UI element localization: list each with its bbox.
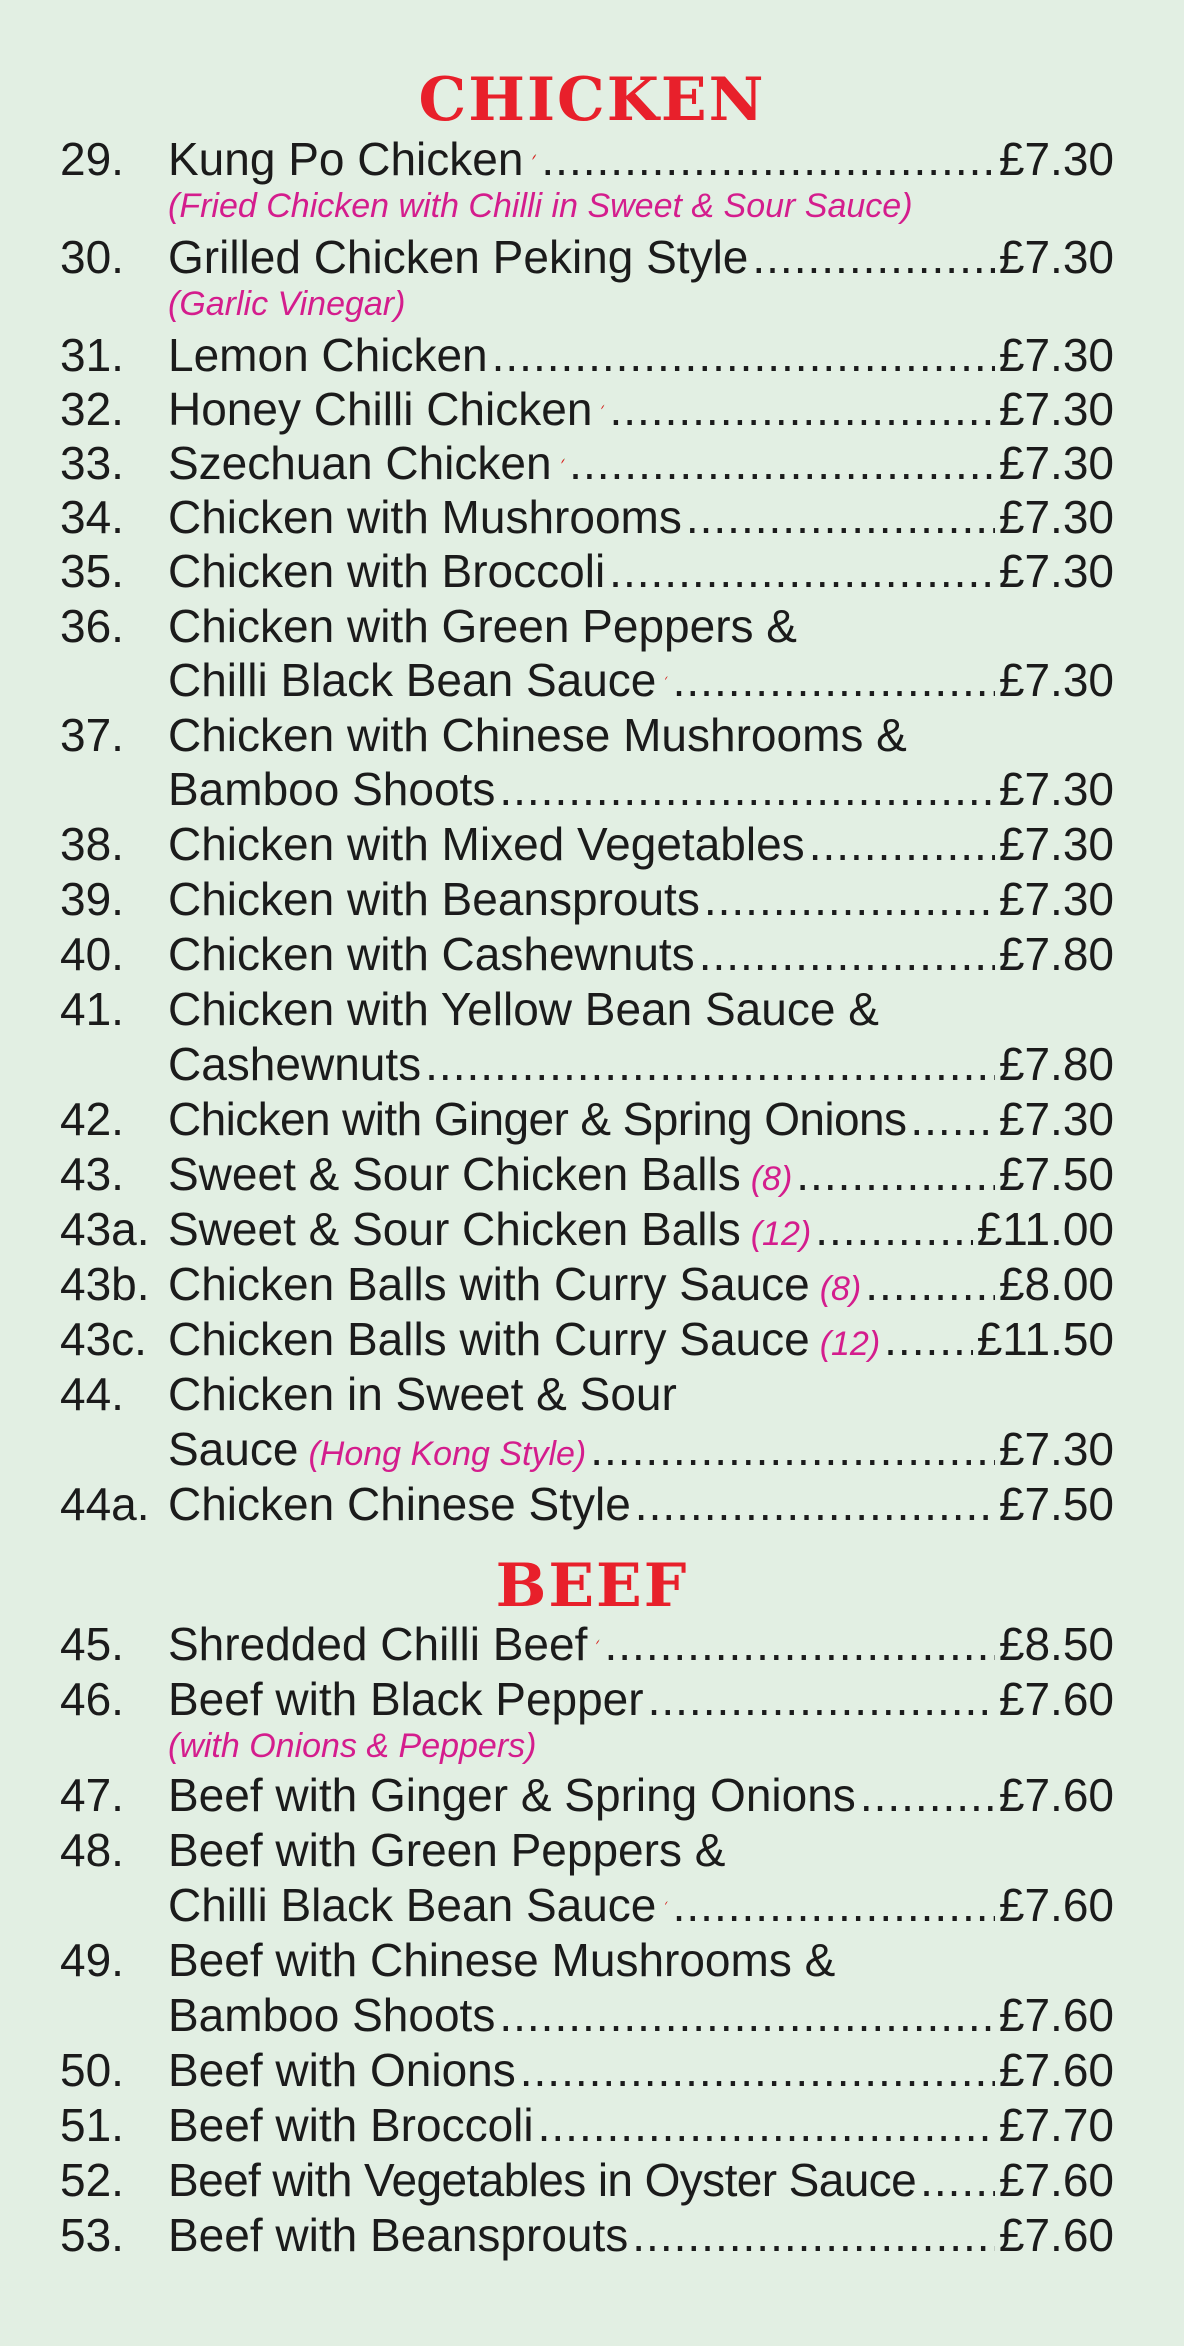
item-name: Shredded Chilli Beef — [168, 1618, 588, 1670]
item-name: Bamboo Shoots — [168, 763, 496, 815]
item-name: Beef with Vegetables in Oyster Sauce — [168, 2154, 917, 2206]
menu-item — [168, 330, 1114, 380]
chili-pepper-icon — [595, 1624, 600, 1660]
menu-item-line-2 — [168, 1990, 1114, 2040]
dot-leader — [605, 1619, 995, 1669]
menu-item-line-1 — [168, 1825, 1114, 1875]
item-price: £7.60 — [998, 2044, 1114, 2096]
dot-leader — [541, 134, 994, 184]
menu-item-line-2 — [168, 1424, 1114, 1474]
item-price: £7.80 — [998, 928, 1114, 980]
dot-leader — [425, 1039, 995, 1089]
item-number: 50. — [60, 2044, 124, 2096]
dot-leader — [699, 929, 995, 979]
item-name: Bamboo Shoots — [168, 1989, 496, 2041]
item-price: £7.30 — [998, 654, 1114, 706]
item-name: Beef with Broccoli — [168, 2099, 534, 2151]
item-price: £7.30 — [998, 873, 1114, 925]
dot-leader — [752, 232, 995, 282]
dot-leader — [609, 546, 995, 596]
item-number: 31. — [60, 329, 124, 381]
item-name: Beef with Chinese Mushrooms & — [168, 1934, 836, 1986]
menu-item — [168, 1204, 1114, 1254]
portion-note: (8) — [819, 1270, 862, 1308]
dot-leader — [815, 1204, 973, 1254]
dot-leader — [920, 2155, 995, 2205]
item-number: 34. — [60, 491, 124, 543]
chili-pepper-icon — [560, 443, 566, 479]
dot-leader — [860, 1770, 995, 1820]
item-price: £11.00 — [976, 1203, 1114, 1255]
item-price: £7.30 — [998, 545, 1114, 597]
dot-leader — [809, 819, 995, 869]
menu-item-line-2 — [168, 764, 1114, 814]
section-title-beef: BEEF — [495, 1551, 689, 1621]
item-number: 29. — [60, 133, 124, 185]
item-name: Chicken with Yellow Bean Sauce & — [168, 983, 879, 1035]
item-price: £7.50 — [998, 1478, 1114, 1530]
item-price: £7.80 — [998, 1038, 1114, 1090]
item-name: Cashewnuts — [168, 1038, 422, 1090]
dot-leader — [499, 1990, 995, 2040]
item-number: 44a. — [60, 1478, 150, 1530]
dot-leader — [590, 1424, 995, 1474]
item-name: Sweet & Sour Chicken Balls — [168, 1148, 741, 1200]
item-name: Chilli Black Bean Sauce — [168, 654, 657, 706]
item-name: Kung Po Chicken — [168, 133, 524, 185]
item-number: 43b. — [60, 1258, 150, 1310]
item-description: (Garlic Vinegar) — [168, 285, 406, 323]
item-name: Beef with Beansprouts — [168, 2209, 629, 2261]
dot-leader — [686, 492, 995, 542]
dot-leader — [635, 1479, 995, 1529]
item-number: 39. — [60, 873, 124, 925]
portion-note: (12) — [819, 1325, 881, 1363]
menu-item — [168, 492, 1114, 542]
dot-leader — [704, 874, 995, 924]
item-number: 30. — [60, 231, 124, 283]
item-number: 41. — [60, 983, 124, 1035]
item-name: Chilli Black Bean Sauce — [168, 1879, 657, 1931]
item-name: Chicken Balls with Curry Sauce — [168, 1313, 810, 1365]
menu-item — [168, 2210, 1114, 2260]
item-name: Grilled Chicken Peking Style — [168, 231, 749, 283]
dot-leader — [796, 1149, 995, 1199]
item-price: £7.60 — [998, 2209, 1114, 2261]
menu-item — [168, 134, 1114, 184]
item-name: Chicken with Beansprouts — [168, 873, 700, 925]
dot-leader — [673, 1880, 995, 1930]
item-name: Beef with Onions — [168, 2044, 516, 2096]
item-number: 48. — [60, 1824, 124, 1876]
dot-leader — [865, 1259, 995, 1309]
item-name: Beef with Black Pepper — [168, 1673, 644, 1725]
item-name: Honey Chilli Chicken — [168, 383, 593, 435]
item-name: Chicken with Cashewnuts — [168, 928, 695, 980]
portion-note: (12) — [750, 1215, 812, 1253]
item-price: £7.60 — [998, 2154, 1114, 2206]
item-number: 35. — [60, 545, 124, 597]
item-description: (Fried Chicken with Chilli in Sweet & Sour Sauce) — [168, 187, 913, 225]
item-price: £7.30 — [998, 1423, 1114, 1475]
menu-item — [168, 1094, 1114, 1144]
menu-item — [168, 384, 1114, 434]
item-price: £7.30 — [998, 1093, 1114, 1145]
item-number: 53. — [60, 2209, 124, 2261]
item-number: 40. — [60, 928, 124, 980]
menu-item-line-1 — [168, 1935, 1114, 1985]
item-price: £7.30 — [998, 437, 1114, 489]
item-number: 43. — [60, 1148, 124, 1200]
menu-item — [168, 438, 1114, 488]
menu-item — [168, 1314, 1114, 1364]
item-price: £7.70 — [998, 2099, 1114, 2151]
menu-item-line-1 — [168, 984, 1114, 1034]
menu-item — [168, 232, 1114, 282]
item-price: £7.50 — [998, 1148, 1114, 1200]
item-price: £11.50 — [976, 1313, 1114, 1365]
item-price: £7.30 — [998, 133, 1114, 185]
dot-leader — [673, 655, 995, 705]
item-price: £7.60 — [998, 1989, 1114, 2041]
section-title-chicken: CHICKEN — [418, 65, 766, 135]
item-number: 36. — [60, 600, 124, 652]
item-price: £7.30 — [998, 329, 1114, 381]
item-name: Chicken with Chinese Mushrooms & — [168, 709, 907, 761]
item-number: 52. — [60, 2154, 124, 2206]
menu-item-line-2 — [168, 1880, 1114, 1930]
menu-item — [168, 819, 1114, 869]
item-number: 38. — [60, 818, 124, 870]
item-number: 32. — [60, 383, 124, 435]
item-price: £7.60 — [998, 1673, 1114, 1725]
dot-leader — [910, 1094, 995, 1144]
item-name: Chicken Chinese Style — [168, 1478, 631, 1530]
dot-leader — [569, 438, 995, 488]
menu-item-line-2 — [168, 655, 1114, 705]
item-price: £7.30 — [998, 231, 1114, 283]
item-number: 43a. — [60, 1203, 150, 1255]
menu-item-line-2 — [168, 1039, 1114, 1089]
item-number: 47. — [60, 1769, 124, 1821]
dot-leader — [632, 2210, 995, 2260]
chili-pepper-icon — [664, 660, 668, 696]
item-price: £7.30 — [998, 491, 1114, 543]
menu-item-line-1 — [168, 1369, 1114, 1419]
item-price: £7.60 — [998, 1769, 1114, 1821]
menu-item-line-1 — [168, 601, 1114, 651]
item-name: Sweet & Sour Chicken Balls — [168, 1203, 741, 1255]
item-price: £7.60 — [998, 1879, 1114, 1931]
menu-item — [168, 1770, 1114, 1820]
item-number: 45. — [60, 1618, 124, 1670]
item-number: 37. — [60, 709, 124, 761]
portion-note: (8) — [750, 1160, 793, 1198]
item-price: £8.00 — [998, 1258, 1114, 1310]
menu-item — [168, 2045, 1114, 2095]
dot-leader — [648, 1674, 995, 1724]
item-price: £8.50 — [998, 1618, 1114, 1670]
item-number: 33. — [60, 437, 124, 489]
menu-item — [168, 2155, 1114, 2205]
chili-pepper-icon — [664, 1885, 668, 1921]
chili-pepper-icon — [600, 389, 605, 425]
dot-leader — [538, 2100, 995, 2150]
item-name: Chicken with Green Peppers & — [168, 600, 797, 652]
item-number: 43c. — [60, 1313, 147, 1365]
menu-item — [168, 2100, 1114, 2150]
dot-leader — [499, 764, 995, 814]
item-number: 42. — [60, 1093, 124, 1145]
dot-leader — [884, 1314, 973, 1364]
menu-item — [168, 1149, 1114, 1199]
item-name: Chicken with Mushrooms — [168, 491, 682, 543]
item-price: £7.30 — [998, 763, 1114, 815]
item-name: Chicken with Broccoli — [168, 545, 606, 597]
item-name: Lemon Chicken — [168, 329, 488, 381]
item-price: £7.30 — [998, 383, 1114, 435]
menu-item — [168, 874, 1114, 924]
menu-item — [168, 1619, 1114, 1669]
menu-item-line-1 — [168, 710, 1114, 760]
item-price: £7.30 — [998, 818, 1114, 870]
menu-item — [168, 929, 1114, 979]
dot-leader — [492, 330, 995, 380]
menu-item — [168, 1479, 1114, 1529]
item-number: 51. — [60, 2099, 124, 2151]
item-number: 46. — [60, 1673, 124, 1725]
item-name: Chicken Balls with Curry Sauce — [168, 1258, 810, 1310]
item-name: Chicken with Ginger & Spring Onions — [168, 1093, 907, 1145]
item-name: Beef with Ginger & Spring Onions — [168, 1769, 856, 1821]
menu-item — [168, 1674, 1114, 1724]
item-name: Beef with Green Peppers & — [168, 1824, 726, 1876]
dot-leader — [520, 2045, 995, 2095]
style-note: (Hong Kong Style) — [308, 1435, 587, 1473]
dot-leader — [609, 384, 994, 434]
item-name: Chicken with Mixed Vegetables — [168, 818, 805, 870]
item-name: Szechuan Chicken — [168, 437, 552, 489]
menu-item — [168, 1259, 1114, 1309]
item-number: 44. — [60, 1368, 124, 1420]
item-name: Chicken in Sweet & Sour — [168, 1368, 677, 1420]
item-number: 49. — [60, 1934, 124, 1986]
item-name: Sauce — [168, 1423, 299, 1475]
chili-pepper-icon — [531, 139, 537, 175]
menu-item — [168, 546, 1114, 596]
item-description: (with Onions & Peppers) — [168, 1727, 537, 1765]
